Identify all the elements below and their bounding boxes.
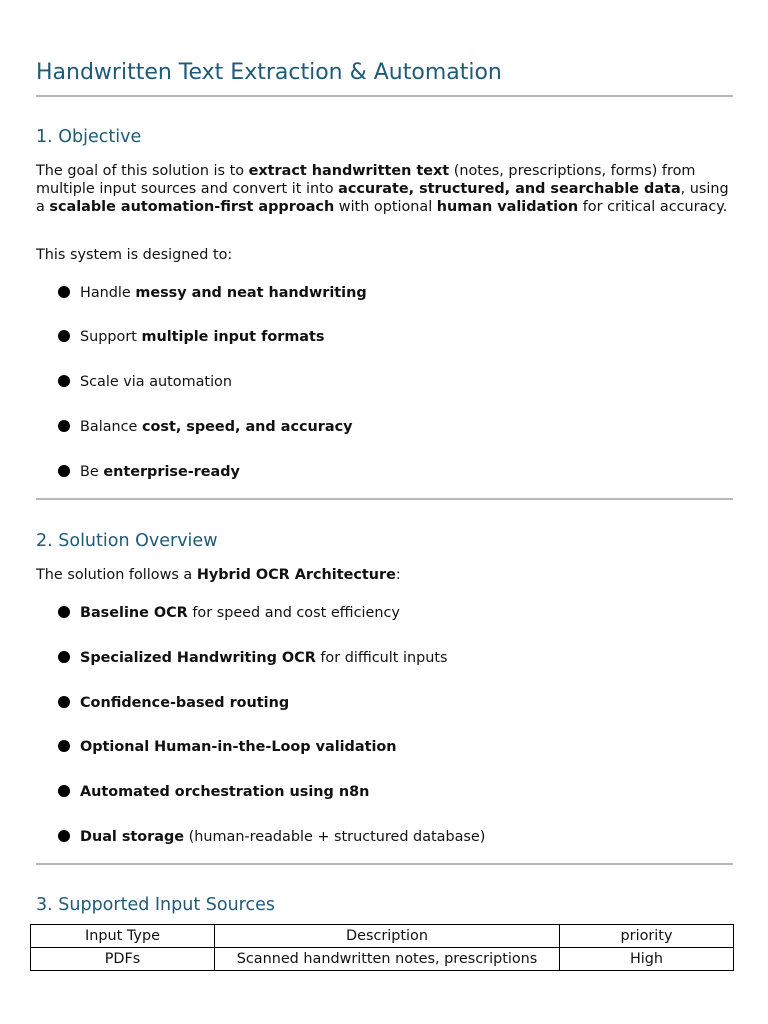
- text-run: for critical accuracy.: [578, 199, 728, 215]
- section-heading-solution-overview: 2. Solution Overview: [36, 531, 218, 551]
- bullet-icon: [58, 785, 70, 797]
- bold-run: Automated orchestration using n8n: [80, 784, 370, 800]
- text-run: with optional: [334, 199, 437, 215]
- document-title: Handwritten Text Extraction & Automation: [36, 60, 502, 85]
- text-run: Scale via automation: [80, 374, 232, 390]
- list-item: [58, 828, 485, 846]
- bullet-icon: [58, 651, 70, 663]
- bold-run: cost, speed, and accuracy: [141, 419, 353, 435]
- text-run: (human-readable + structured database): [184, 829, 486, 845]
- overview-paragraph: [36, 566, 733, 584]
- table-cell: High: [560, 948, 734, 971]
- list-item: [58, 463, 240, 481]
- bold-run: Confidence-based routing: [80, 695, 290, 711]
- bold-run: enterprise-ready: [103, 464, 240, 480]
- bold-run: Optional Human-in-the-Loop validation: [80, 739, 397, 755]
- bullet-icon: [58, 740, 70, 752]
- column-header: Input Type: [31, 925, 215, 948]
- list-item: [58, 373, 232, 391]
- bullet-icon: [58, 830, 70, 842]
- designed-to-paragraph: This system is designed to:: [36, 247, 233, 263]
- text-run: for difficult inputs: [315, 650, 448, 666]
- bullet-icon: [58, 465, 70, 477]
- bold-run: multiple input formats: [141, 329, 325, 345]
- section-heading-objective: 1. Objective: [36, 127, 142, 147]
- bullet-icon: [58, 286, 70, 298]
- bullet-icon: [58, 330, 70, 342]
- list-item: [58, 694, 289, 712]
- text-run: The goal of this solution is to: [36, 163, 249, 179]
- list-item: [58, 783, 369, 801]
- table-header-row: [31, 925, 734, 948]
- bullet-icon: [58, 420, 70, 432]
- text-run: Balance: [80, 419, 142, 435]
- bullet-icon: [58, 606, 70, 618]
- bold-run: Hybrid OCR Architecture: [196, 567, 396, 583]
- column-header: priority: [560, 925, 734, 948]
- list-item: [58, 418, 352, 436]
- bold-run: Baseline OCR: [80, 605, 188, 621]
- input-sources-table: [30, 924, 734, 971]
- list-item: [58, 649, 448, 667]
- text-run: :: [395, 567, 401, 583]
- list-item: [58, 738, 397, 756]
- bold-run: scalable automation-first approach: [49, 199, 335, 215]
- bold-run: human validation: [436, 199, 579, 215]
- table-row: [31, 948, 734, 971]
- section-divider: [36, 498, 733, 500]
- table-cell: PDFs: [31, 948, 215, 971]
- list-item: [58, 328, 324, 346]
- column-header: Description: [215, 925, 560, 948]
- section-heading-input-sources: 3. Supported Input Sources: [36, 895, 275, 915]
- bold-run: messy and neat handwriting: [135, 285, 367, 301]
- text-run: (notes, prescriptions, forms) from multiple input sources and convert it into: [36, 163, 696, 197]
- bullet-icon: [58, 375, 70, 387]
- objective-paragraph: [36, 162, 733, 216]
- text-run: , using a: [36, 181, 729, 215]
- bold-run: Dual storage: [80, 829, 185, 845]
- list-item: [58, 604, 400, 622]
- text-run: for speed and cost efficiency: [187, 605, 400, 621]
- bold-run: extract handwritten text: [248, 163, 450, 179]
- text-run: Handle: [80, 285, 136, 301]
- bold-run: Specialized Handwriting OCR: [80, 650, 316, 666]
- text-run: Support: [80, 329, 142, 345]
- bullet-icon: [58, 696, 70, 708]
- list-item: [58, 284, 367, 302]
- table-cell: Scanned handwritten notes, prescriptions: [215, 948, 560, 971]
- bold-run: accurate, structured, and searchable data: [338, 181, 681, 197]
- text-run: Be: [80, 464, 104, 480]
- section-divider: [36, 863, 733, 865]
- text-run: The solution follows a: [36, 567, 197, 583]
- title-divider: [36, 95, 733, 97]
